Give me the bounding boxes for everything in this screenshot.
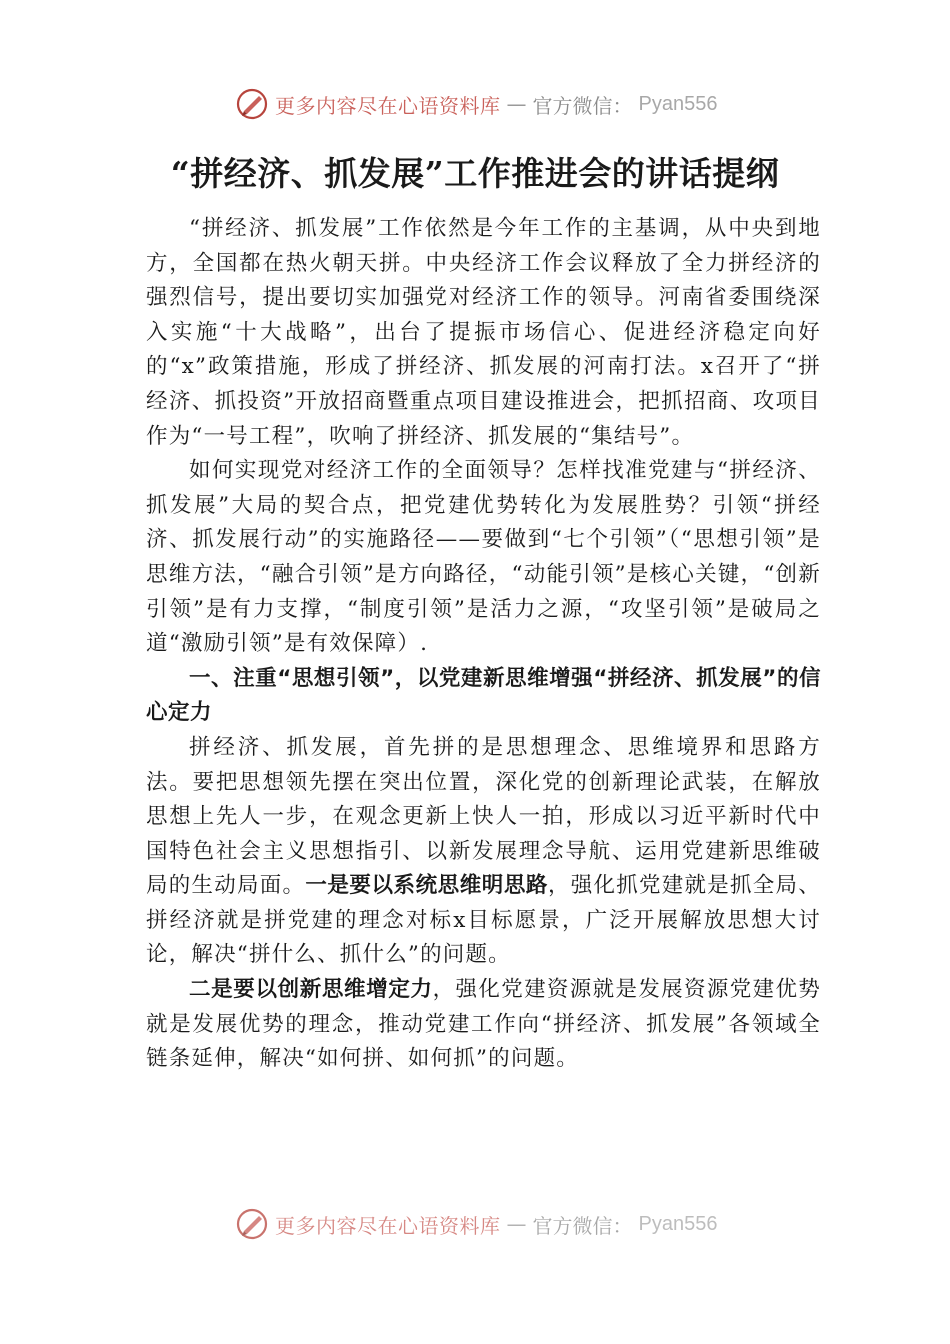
section-heading-1: 一、注重“思想引领”，以党建新思维增强“拼经济、抓发展”的信心定力 [146,665,821,726]
paragraph-text: ，强化抓党建就是抓全局、拼经济就是拼党建的理念对标x目标愿景，广泛开展解放思想大讨论，解决“拼什么、抓什么”的问题。 [146,873,821,968]
watermark-separator: — [506,1212,527,1236]
watermark-separator: — [506,92,527,116]
paragraph-intro: “拼经济、抓发展”工作依然是今年工作的主基调，从中央到地方，全国都在热火朝天拼。中央经济工作会议释放了全力拼经济的强烈信号，提出要切实加强党对经济工作的领导。河南省委围绕深入实施“十大战略”，出台了提振市场信心、促进经济稳定向好的“x”政策措施，形成了拼经济、抓发展的河南打法。x召开了“拼经济、抓投资”开放招商暨重点项目建设推进会，把抓招商、攻项目作为“一号工程”，吹响了拼经济、抓发展的“集结号”。 [146,216,821,449]
document-title: “拼经济、抓发展”工作推进会的讲话提纲 [170,154,780,193]
paragraph-seven-leads: 如何实现党对经济工作的全面领导？怎样找准党建与“拼经济、抓发展”大局的契合点，把党建优势转化为发展胜势？引领“拼经济、抓发展行动”的实施路径——要做到“七个引领”（“思想引领”是思维方法，“融合引领”是方向路径，“动能引领”是核心关键，“创新引领”是有力支撑，“制度引领”是活力之源，“攻坚引领”是破局之道“激励引领”是有效保障）. [146,458,821,657]
watermark-wechat-id: Pyan556 [638,1212,718,1235]
document-body [146,212,821,1077]
paragraph-innovation-lead [146,973,821,1077]
paragraph-text: ，强化党建资源就是发展资源党建优势就是发展优势的理念，推动党建工作向“拼经济、抓发展”各领域全链条延伸，解决“如何拼、如何抓”的问题。 [146,977,821,1072]
pen-circle-logo-icon [235,1207,269,1241]
bold-lead-point-2: 二是要以创新思维增定力 [189,977,433,1003]
watermark-wechat-label: 官方微信： [532,93,633,118]
watermark-wechat-id: Pyan556 [638,92,718,115]
watermark-wechat-label: 官方微信： [532,1213,633,1238]
watermark-text: 更多内容尽在心语资料库 [275,93,501,118]
paragraph-text: 拼经济、抓发展，首先拼的是思想理念、思维境界和思路方法。要把思想领先摆在突出位置，深化党的创新理论武装，在解放思想上先人一步，在观念更新上快人一拍，形成以习近平新时代中国特色社会主义思想指引、以新发展理念导航、运用党建新思维破局的生动局面。 [146,734,821,899]
paragraph-thought-lead [146,731,821,973]
watermark-text: 更多内容尽在心语资料库 [275,1213,501,1238]
bold-lead-point-1: 一是要以系统思维明思路 [305,873,548,899]
footer-watermark [235,1206,717,1242]
pen-circle-logo-icon [235,87,269,121]
header-watermark [235,86,717,122]
